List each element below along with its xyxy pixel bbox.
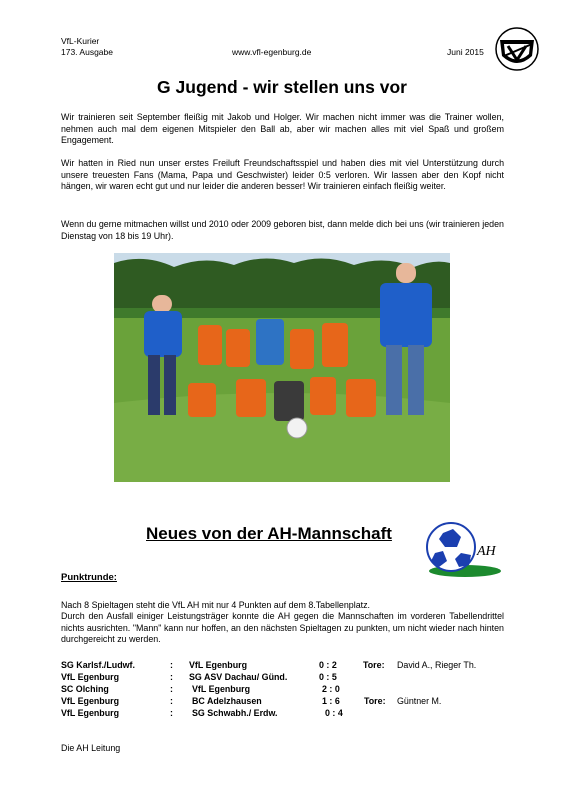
ah-paragraph-1: Nach 8 Spieltagen steht die VfL AH mit nur 4 Punkten auf dem 8.Tabellenplatz.	[61, 600, 371, 610]
scorers-label: Tore:	[364, 696, 386, 706]
away-team: SG ASV Dachau/ Günd.	[189, 672, 288, 682]
home-team: SC Olching	[61, 684, 109, 694]
team-separator: :	[170, 708, 173, 718]
score: 0 : 4	[325, 708, 343, 718]
score: 0 : 2	[319, 660, 337, 670]
away-team: VfL Egenburg	[189, 660, 248, 670]
article-title-ah-mannschaft: Neues von der AH-Mannschaft	[146, 524, 392, 543]
club-crest-logo	[494, 26, 540, 72]
home-team: VfL Egenburg	[61, 696, 120, 706]
scorers: Güntner M.	[397, 696, 442, 706]
score: 2 : 0	[322, 684, 340, 694]
website-link[interactable]: www.vfl-egenburg.de	[232, 47, 312, 57]
score: 0 : 5	[319, 672, 337, 682]
scorers-label: Tore:	[363, 660, 385, 670]
away-team: VfL Egenburg	[192, 684, 251, 694]
result-row	[61, 707, 521, 719]
article-title-g-jugend: G Jugend - wir stellen uns vor	[157, 77, 407, 97]
g-jugend-paragraph-3: Wenn du gerne mitmachen willst und 2010 oder 2009 geboren bist, dann melde dich bei uns (wir trainieren jeden Dienstag von 18 bis 19 Uhr).	[61, 219, 504, 241]
score: 1 : 6	[322, 696, 340, 706]
result-row	[61, 695, 521, 707]
issue-number: 173. Ausgabe	[61, 47, 113, 57]
scorers: David A., Rieger Th.	[397, 660, 477, 670]
home-team: VfL Egenburg	[61, 708, 120, 718]
g-jugend-paragraph-1: Wir trainieren seit September fleißig mit Jakob und Holger. Wir machen nicht immer was die Trainer wollen, nehmen auch mal dem eigenen Mitspieler den Ball ab, aber wir machen alles mit viel Spaß und großem Engagement.	[61, 112, 504, 146]
team-photo	[114, 253, 450, 482]
ah-soccer-ball-logo	[425, 521, 503, 579]
home-team: SG Karlsf./Ludwf.	[61, 660, 135, 670]
signature: Die AH Leitung	[61, 743, 121, 753]
team-separator: :	[170, 672, 173, 682]
g-jugend-paragraph-2: Wir hatten in Ried nun unser erstes Freiluft Freundschaftsspiel und haben dies mit viel Unterstützung durch unsere treuesten Fans (Mama, Papa und Geschwister) leider 0:5 verloren. Wir lassen aber den Kopf nicht hängen, wir waren echt gut und nur leider die anderen besser! Wir trainieren einfach fleißig weiter.	[61, 158, 504, 192]
team-separator: :	[170, 660, 173, 670]
team-separator: :	[170, 684, 173, 694]
ah-logo-text: AH	[477, 544, 496, 559]
team-separator: :	[170, 696, 173, 706]
result-row	[61, 671, 521, 683]
punktrunde-heading: Punktrunde:	[61, 572, 117, 583]
away-team: SG Schwabh./ Erdw.	[192, 708, 278, 718]
result-row	[61, 659, 521, 671]
result-row	[61, 683, 521, 695]
away-team: BC Adelzhausen	[192, 696, 262, 706]
issue-date: Juni 2015	[447, 47, 484, 57]
home-team: VfL Egenburg	[61, 672, 120, 682]
publication-name: VfL-Kurier	[61, 36, 100, 46]
ah-paragraph-2: Durch den Ausfall einiger Leistungsträger konnte die AH gegen die Mannschaften im vorderen Tabellendrittel nichts ausrichten. "Mann" kann nur hoffen, an den nächsten Spieltagen zu punkten, um nicht wieder nach hinten durchgereicht zu werden.	[61, 611, 504, 645]
